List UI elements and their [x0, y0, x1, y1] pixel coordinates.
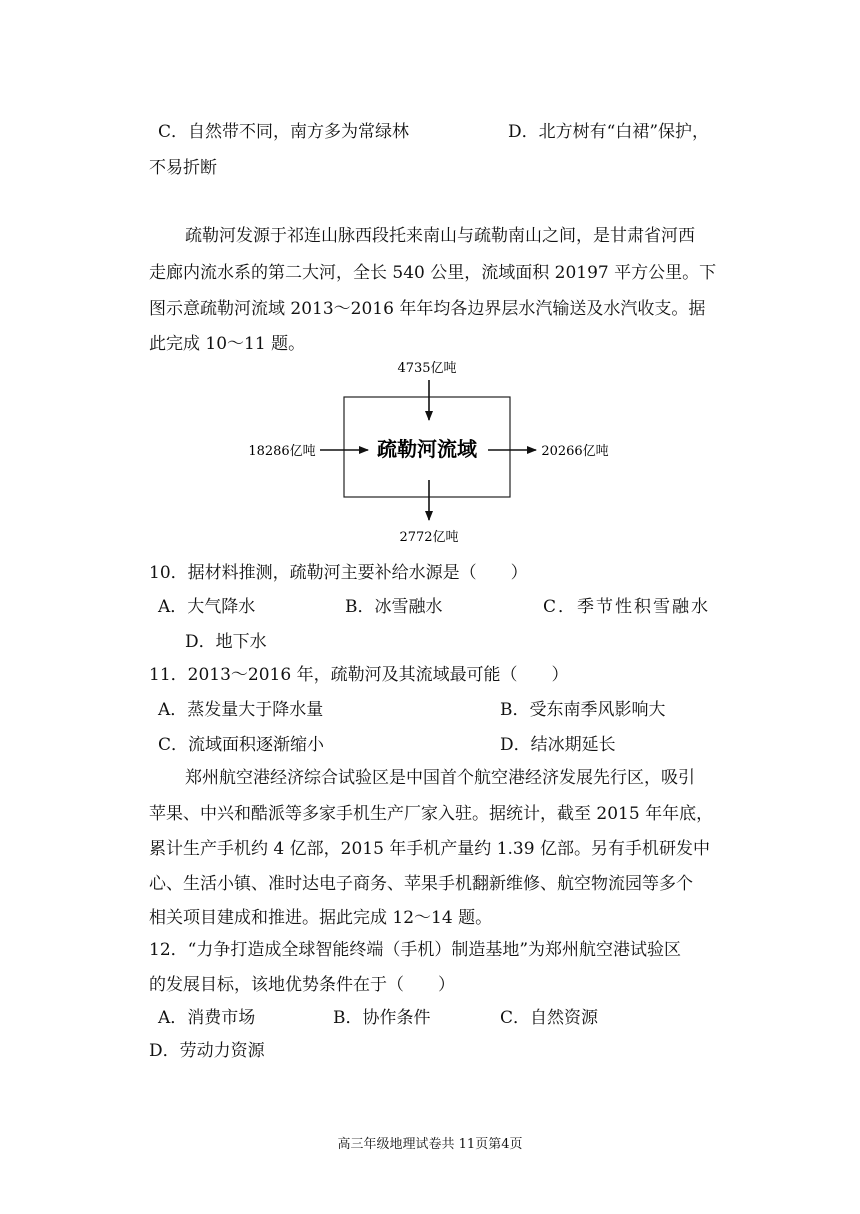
option-d: D．结冰期延长	[500, 735, 616, 755]
option-d: D．劳动力资源	[149, 1041, 265, 1061]
left-flow-label: 18286亿吨	[248, 444, 316, 459]
passage-line: 苹果、中兴和酷派等多家手机生产厂家入驻。据统计，截至 2015 年年底，	[149, 804, 714, 824]
q9-option-d-continued: 不易折断	[149, 158, 217, 178]
question-stem: 12．“力争打造成全球智能终端（手机）制造基地”为郑州航空港试验区	[149, 940, 682, 960]
q9-option-d: D．北方树有“白裙”保护，	[508, 122, 710, 142]
passage-line: 此完成 10～11 题。	[149, 334, 306, 354]
passage-line: 走廊内流水系的第二大河，全长 540 公里，流域面积 20197 平方公里。下	[149, 263, 717, 283]
top-flow-label: 4735亿吨	[397, 361, 457, 376]
right-flow-label: 20266亿吨	[541, 444, 609, 459]
bottom-flow-label: 2772亿吨	[399, 530, 459, 545]
option-a: A．大气降水	[158, 597, 256, 617]
option-b: B．协作条件	[333, 1008, 431, 1028]
option-d: D．地下水	[185, 632, 267, 652]
question-stem-continued: 的发展目标，该地优势条件在于（ ）	[149, 975, 455, 995]
basin-box	[344, 397, 510, 497]
passage-line: 心、生活小镇、准时达电子商务、苹果手机翻新维修、航空物流园等多个	[149, 874, 693, 894]
passage-line: 疏勒河发源于祁连山脉西段托来南山与疏勒南山之间，是甘肃省河西	[185, 226, 695, 246]
passage-line: 相关项目建成和推进。据此完成 12～14 题。	[149, 908, 493, 928]
page-footer: 高三年级地理试卷共 11页第4页	[337, 1137, 523, 1152]
option-c: C．季节性积雪融水	[543, 597, 711, 617]
passage-line: 累计生产手机约 4 亿部，2015 年手机产量约 1.39 亿部。另有手机研发中	[149, 839, 710, 859]
option-a: A．消费市场	[158, 1008, 256, 1028]
option-b: B．冰雪融水	[345, 597, 443, 617]
q9-option-c: C．自然带不同，南方多为常绿林	[158, 122, 410, 142]
passage-line: 郑州航空港经济综合试验区是中国首个航空港经济发展先行区，吸引	[185, 768, 695, 788]
question-stem: 10．据材料推测，疏勒河主要补给水源是（ ）	[149, 563, 528, 583]
option-c: C．自然资源	[500, 1008, 599, 1028]
passage-line: 图示意疏勒河流域 2013～2016 年年均各边界层水汽输送及水汽收支。据	[149, 299, 706, 319]
option-a: A．蒸发量大于降水量	[158, 700, 324, 720]
option-c: C．流域面积逐渐缩小	[158, 735, 325, 755]
basin-label: 疏勒河流域	[377, 437, 477, 461]
question-stem: 11．2013～2016 年，疏勒河及其流域最可能（ ）	[149, 665, 569, 685]
option-b: B．受东南季风影响大	[500, 700, 666, 720]
